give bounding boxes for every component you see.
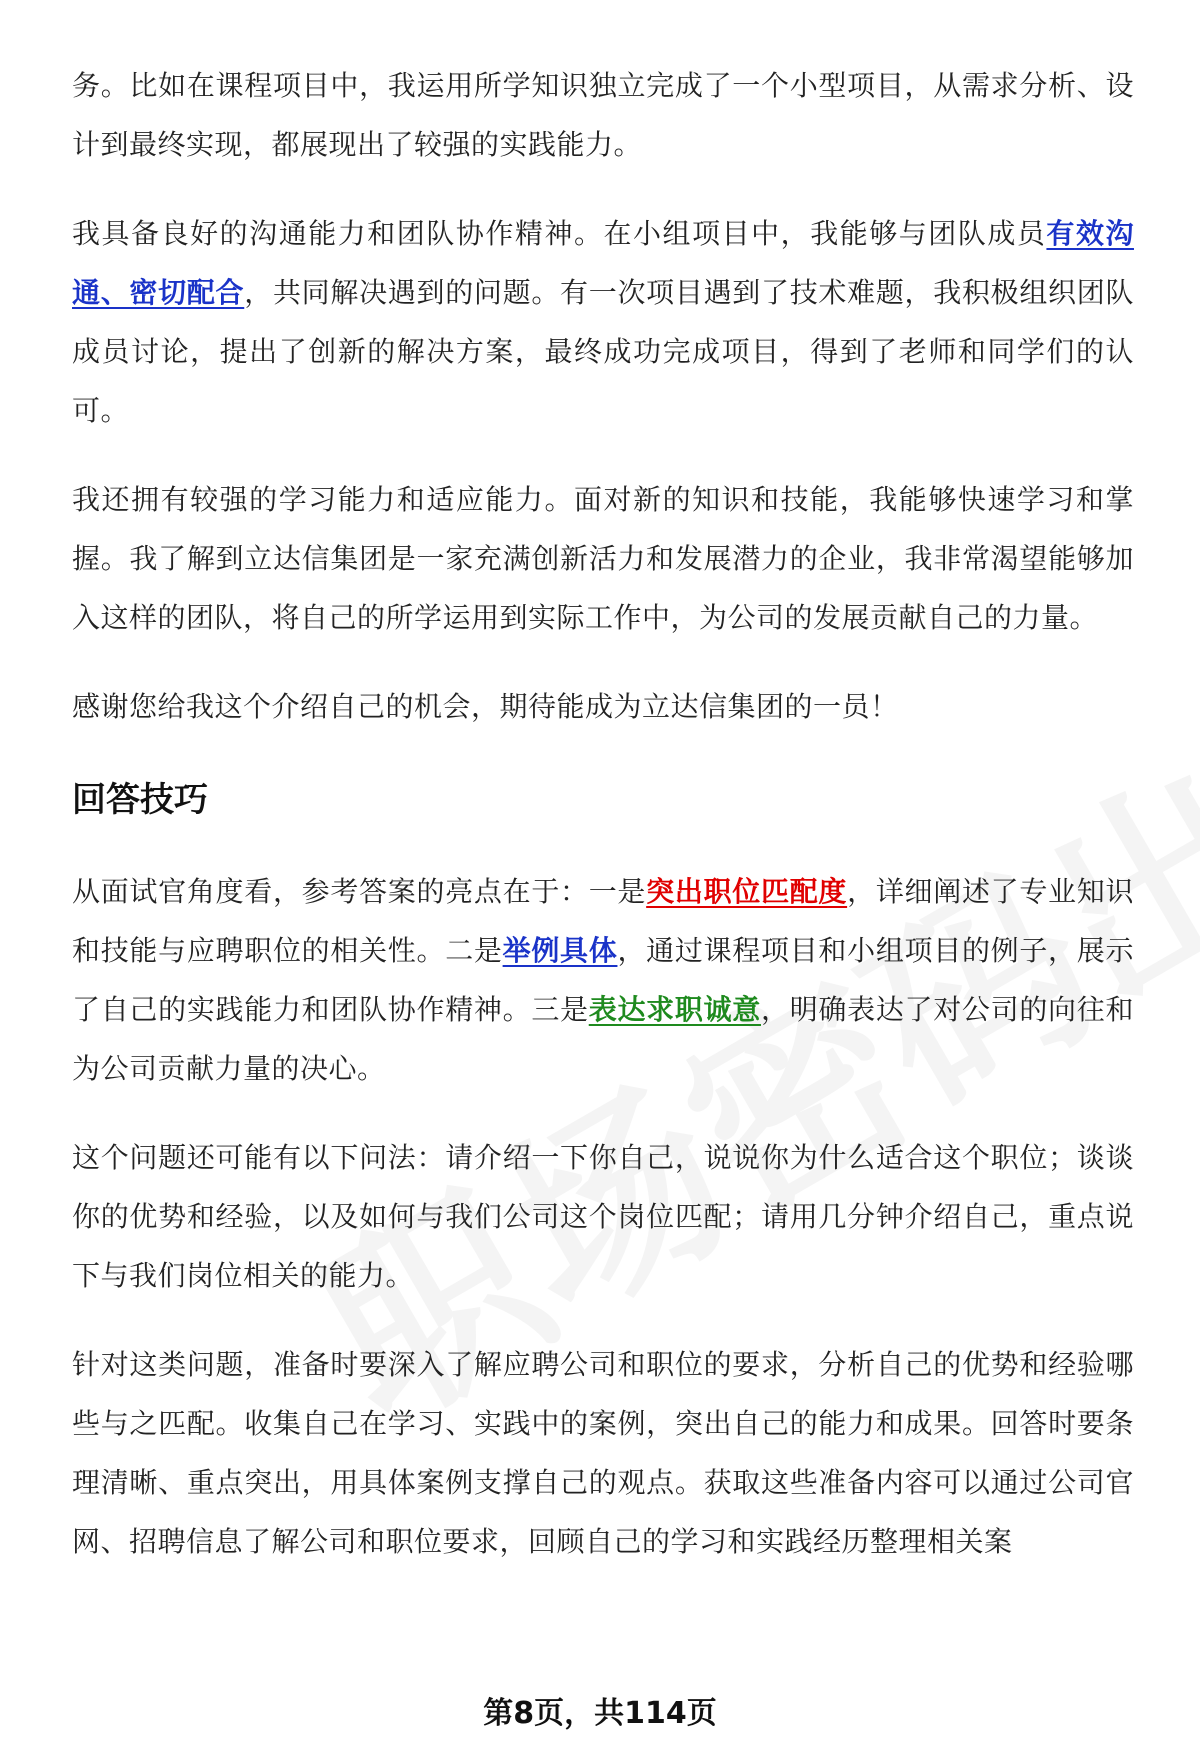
highlight-effective-communication: 有效沟通、密切配合 xyxy=(72,217,1134,309)
document-body xyxy=(72,56,1134,1601)
text-segment: 从面试官角度看，参考答案的亮点在于：一是 xyxy=(72,875,647,908)
paragraph-thanks: 感谢您给我这个介绍自己的机会，期待能成为立达信集团的一员！ xyxy=(72,690,899,723)
paragraph-communication xyxy=(72,204,1134,440)
paragraph-preparation: 针对这类问题，准备时要深入了解应聘公司和职位的要求，分析自己的优势和经验哪些与之匹配。收集自己在学习、实践中的案例，突出自己的能力和成果。回答时要条理清晰、重点突出，用具体案例支撑自己的观点。获取这些准备内容可以通过公司官网、招聘信息了解公司和职位要求，回顾自己的学习和实践经历整理相关案 xyxy=(72,1348,1134,1558)
paragraph-practice: 务。比如在课程项目中，我运用所学知识独立完成了一个小型项目，从需求分析、设计到最终实现，都展现出了较强的实践能力。 xyxy=(72,69,1134,161)
paragraph-alternative-questions: 这个问题还可能有以下问法：请介绍一下你自己，说说你为什么适合这个职位；谈谈你的优势和经验，以及如何与我们公司这个岗位匹配；请用几分钟介绍自己，重点说下与我们岗位相关的能力。 xyxy=(72,1141,1134,1292)
text-segment: 我具备良好的沟通能力和团队协作精神。在小组项目中，我能够与团队成员 xyxy=(72,217,1047,250)
text-segment: ，共同解决遇到的问题。有一次项目遇到了技术难题，我积极组织团队成员讨论，提出了创新的解决方案，最终成功完成项目，得到了老师和同学们的认可。 xyxy=(72,276,1134,427)
page-number: 第8页，共114页 xyxy=(483,1696,717,1731)
paragraph-highlights xyxy=(72,862,1134,1098)
section-heading: 回答技巧 xyxy=(72,780,208,820)
highlight-sincerity: 表达求职诚意 xyxy=(588,993,761,1026)
text-segment: ，通过课程项目和小组项目的例子，展示了自己的实践能力和团队协作精神。三是 xyxy=(72,934,1134,1026)
highlight-job-match: 突出职位匹配度 xyxy=(646,875,848,908)
paragraph-learning: 我还拥有较强的学习能力和适应能力。面对新的知识和技能，我能够快速学习和掌握。我了解到立达信集团是一家充满创新活力和发展潜力的企业，我非常渴望能够加入这样的团队，将自己的所学运用到实际工作中，为公司的发展贡献自己的力量。 xyxy=(72,483,1134,634)
text-segment: ，详细阐述了专业知识和技能与应聘职位的相关性。二是 xyxy=(72,875,1134,967)
text-segment: ，明确表达了对公司的向往和为公司贡献力量的决心。 xyxy=(72,993,1134,1085)
highlight-specific-examples: 举例具体 xyxy=(502,934,618,967)
